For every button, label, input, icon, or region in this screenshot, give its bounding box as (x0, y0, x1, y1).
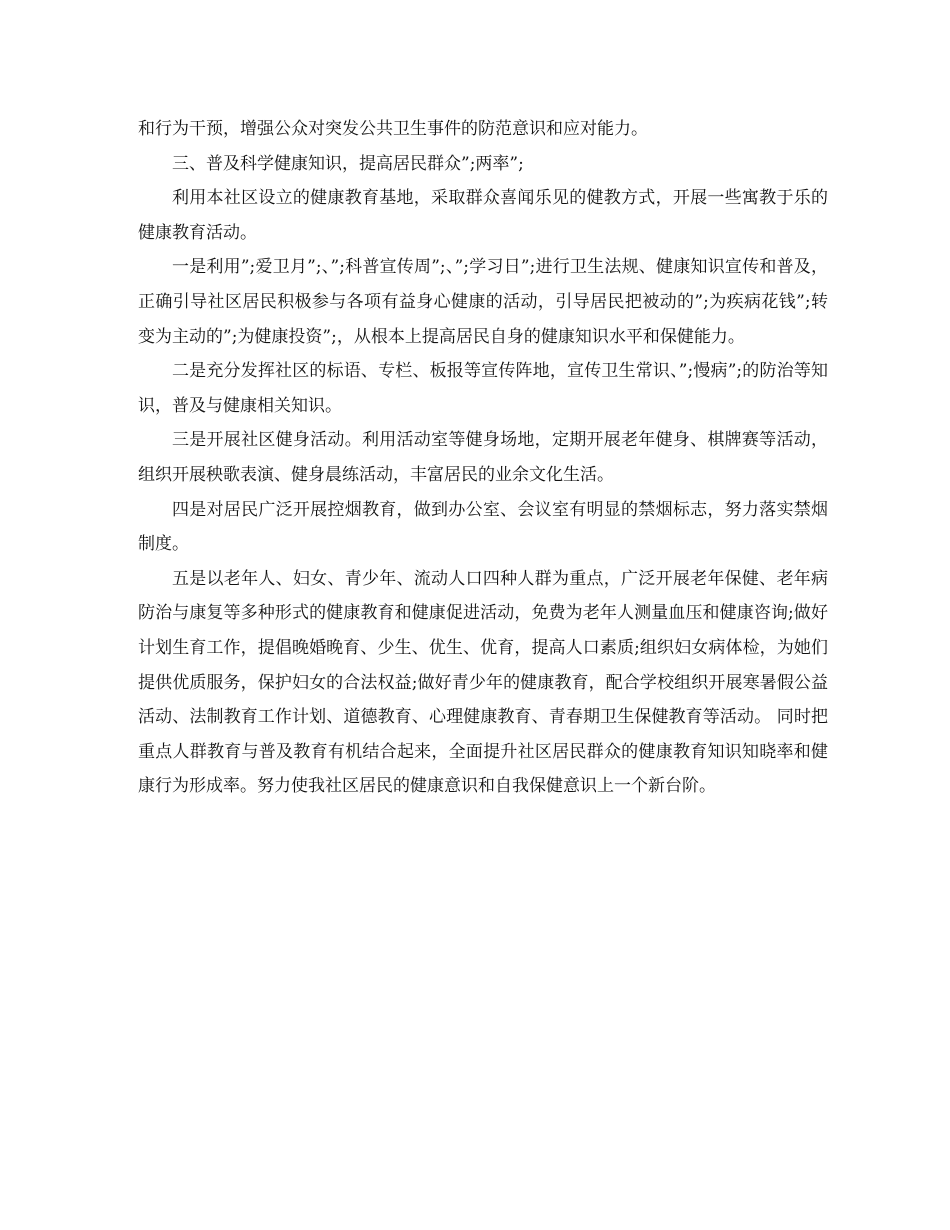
paragraph-item-four: 四是对居民广泛开展控烟教育，做到办公室、会议室有明显的禁烟标志，努力落实禁烟制度。 (138, 499, 828, 555)
paragraph-item-two: 二是充分发挥社区的标语、专栏、板报等宣传阵地，宣传卫生常识、”;慢病”;的防治等知识，普及与健康相关知识。 (138, 361, 828, 416)
paragraph-item-one: 一是利用”;爱卫月”;、”;科普宣传周”;、”;学习日”;进行卫生法规、健康知识宣传和普及，正确引导社区居民积极参与各项有益身心健康的活动，引导居民把被动的”;为疾病花钱”;转变为主动的”;为健康投资”;，从根本上提高居民自身的健康知识水平和保健能力。 (138, 257, 828, 347)
paragraph-item-five: 五是以老年人、妇女、青少年、流动人口四种人群为重点，广泛开展老年保健、老年病防治与康复等多种形式的健康教育和健康促进活动，免费为老年人测量血压和健康咨询;做好计划生育工作，提倡晚婚晚育、少生、优生、优育，提高人口素质;组织妇女病体检，为她们提供优质服务，保护妇女的合法权益;做好青少年的健康教育，配合学校组织开展寒暑假公益活动、法制教育工作计划、道德教育、心理健康教育、青春期卫生保健教育等活动。 同时把重点人群教育与普及教育有机结合起来，全面提升社区居民群众的健康教育知识知晓率和健康行为形成率。努力使我社区居民的健康意识和自我保健意识上一个新台阶。 (138, 568, 828, 797)
paragraph-intervention-continuation: 和行为干预，增强公众对突发公共卫生事件的防范意识和应对能力。 (138, 119, 648, 139)
document-page (138, 112, 828, 804)
paragraph-item-three: 三是开展社区健身活动。利用活动室等健身场地，定期开展老年健身、棋牌赛等活动，组织开展秧歌表演、健身晨练活动，丰富居民的业余文化生活。 (138, 430, 828, 485)
section-heading-health-knowledge: 三、普及科学健康知识，提高居民群众”;两率”; (172, 153, 524, 174)
paragraph-education-base: 利用本社区设立的健康教育基地，采取群众喜闻乐见的健教方式，开展一些寓教于乐的健康教育活动。 (138, 188, 828, 243)
